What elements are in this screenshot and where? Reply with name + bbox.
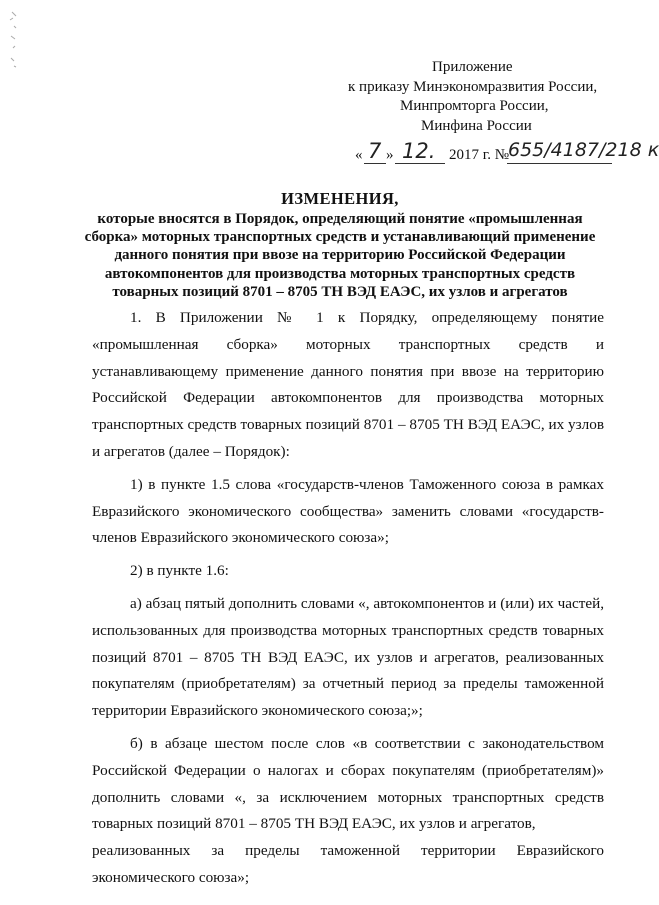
date-open-quote: « <box>355 147 363 163</box>
appendix-order-line: к приказу Минэкономразвития России, <box>348 78 598 95</box>
title-line: товарных позиций 8701 – 8705 ТН ВЭД ЕАЭС, их узлов и агрегатов <box>112 283 568 300</box>
title-line: сборка» моторных транспортных средств и устанавливающий применение <box>84 229 596 246</box>
title-heading: ИЗМЕНЕНИЯ, <box>281 189 399 208</box>
title-line: автокомпонентов для производства моторных транспортных средств <box>104 265 576 282</box>
appendix-ministry-line-2: Минфина России <box>421 117 532 134</box>
paragraph-1-1: 1) в пункте 1.5 слова «государств-членов Таможенного союза в рамках Евразийского экономического сообщества» заменить словами «государств-членов Евразийского экономического союза»; <box>92 475 604 547</box>
number-underline <box>507 163 612 164</box>
title-line: которые вносятся в Порядок, определяющий понятие «промышленная <box>97 211 583 227</box>
appendix-title: Приложение <box>432 59 513 75</box>
order-date-number <box>355 139 659 173</box>
margin-pencil-marks <box>6 6 26 76</box>
paragraph-1: 1. В Приложении № 1 к Порядку, определяющему понятие «промышленная сборка» моторных транспортных средств и устанавливающему применение данного понятия при ввозе на территорию Российской Федерации автокомпонентов для производства моторных транспортных средств товарных позиций 8701 – 8705 ТН ВЭД ЕАЭС, их узлов и агрегатов (далее – Порядок): <box>92 309 604 460</box>
date-day-handwritten: 7 <box>368 139 382 163</box>
appendix-ministry-line: Минпромторга России, <box>400 98 549 114</box>
month-underline <box>395 163 445 164</box>
paragraph-1-2-b-continued: реализованных за пределы таможенной территории Евразийского <box>92 842 604 860</box>
paragraph-1-2-a: а) абзац пятый дополнить словами «, автокомпонентов и (или) их частей, использованных для производства моторных транспортных средств товарных позиций 8701 – 8705 ТН ВЭД ЕАЭС, их узлов и агрегатов, реализованных покупателям (приобретателям) за отчетный период за пределы таможенной территории Евразийского экономического союза;»; <box>92 594 604 720</box>
order-number-handwritten: 655/4187/218 к <box>508 139 659 161</box>
date-month-handwritten: 12. <box>402 139 436 163</box>
paragraph-1-2: 2) в пункте 1.6: <box>130 562 229 580</box>
date-year-label: 2017 г. № <box>449 147 510 163</box>
appendix-header <box>330 58 620 136</box>
paragraph-1-2-b-end: экономического союза»; <box>92 868 250 886</box>
date-close-quote: » <box>386 147 394 163</box>
title-line: данного понятия при ввозе на территорию Российской Федерации <box>114 247 566 264</box>
document-title <box>60 188 620 301</box>
document-body <box>92 305 604 892</box>
paragraph-1-2-b: б) в абзаце шестом после слов «в соответствии с законодательством Российской Федерации о налогах и сборах покупателям (приобретателям)» дополнить словами «, за исключением моторных транспортных средств товарных позиций 8701 – 8705 ТН ВЭД ЕАЭС, их узлов и агрегатов, <box>92 734 604 833</box>
day-underline <box>364 163 386 164</box>
